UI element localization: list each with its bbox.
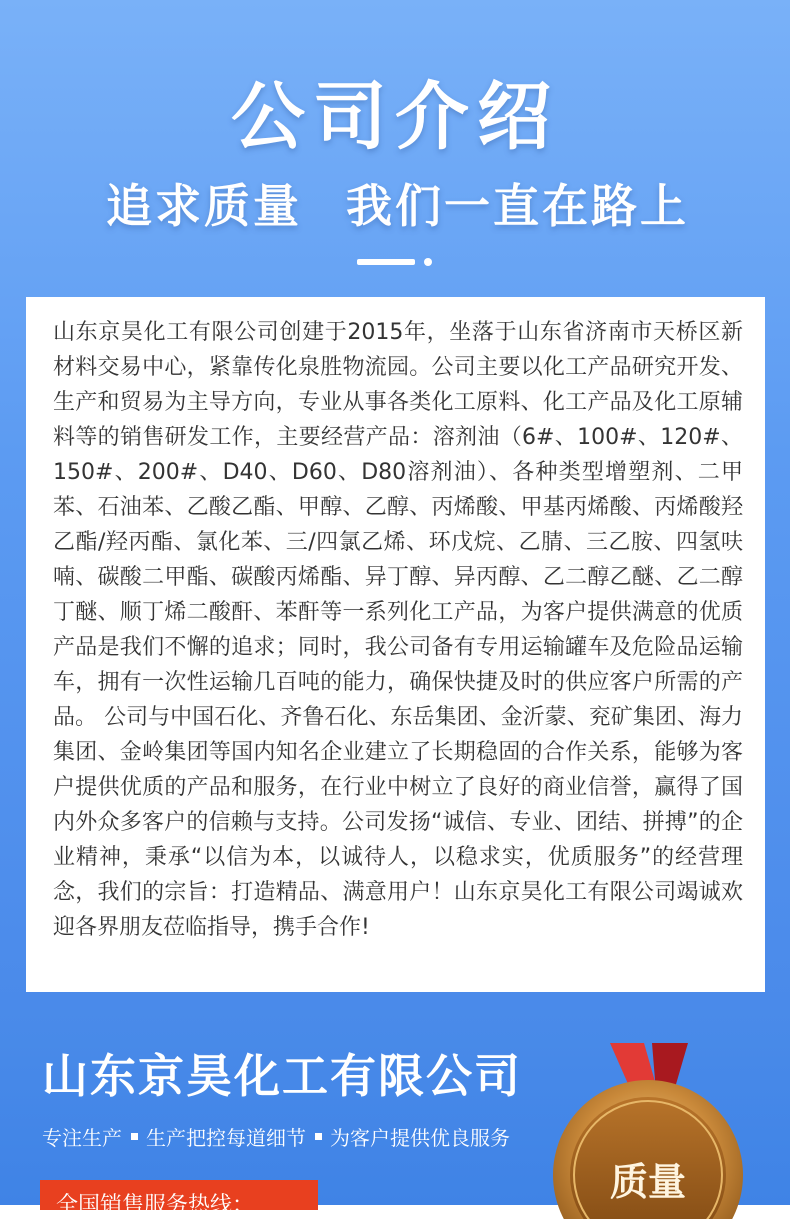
- quality-medal-icon: [548, 1040, 748, 1205]
- medal-text: 质量: [609, 1160, 687, 1204]
- slogan-right: 我们一直在路上: [346, 179, 689, 233]
- tagline-item: 专注生产: [42, 1125, 122, 1150]
- intro-text: 山东京昊化工有限公司创建于2015年，坐落于山东省济南市天桥区新材料交易中心，紧靠传化泉胜物流园。公司主要以化工产品研究开发、生产和贸易为主导方向，专业从事各类化工原料、化工产品及化工原辅料等的销售研发工作，主要经营产品：溶剂油（6#、100#、120#、150#、200#、D40、D60、D80溶剂油）、各种类型增塑剂、二甲苯、石油苯、乙酸乙酯、甲醇、乙醇、丙烯酸、甲基丙烯酸、丙烯酸羟乙酯/羟丙酯、氯化苯、三/四氯乙烯、环戊烷、乙腈、三乙胺、四氢呋喃、碳酸二甲酯、碳酸丙烯酯、异丁醇、异丙醇、乙二醇乙醚、乙二醇丁醚、顺丁烯二酸酐、苯酐等一系列化工产品，为客户提供满意的优质产品是我们不懈的追求；同时，我公司备有专用运输罐车及危险品运输车，拥有一次性运输几百吨的能力，确保快捷及时的供应客户所需的产品。 公司与中国石化、齐鲁石化、东岳集团、金沂蒙、兖矿集团、海力集团、金岭集团等国内知名企业建立了长期稳固的合作关系，能够为客户提供优质的产品和服务，在行业中树立了良好的商业信誉，赢得了国内外众多客户的信赖与支持。公司发扬“诚信、专业、团结、拼搏”的企业精神，秉承“以信为本，以诚待人，以稳求实，优质服务”的经营理念，我们的宗旨：打造精品、满意用户！山东京昊化工有限公司竭诚欢迎各界朋友莅临指导，携手合作!: [53, 320, 743, 940]
- page-title: 公司介绍: [231, 74, 559, 160]
- hotline-label: 全国销售服务热线：: [56, 1193, 255, 1218]
- title-divider-dot: [424, 258, 432, 266]
- title-divider: [357, 259, 415, 265]
- company-name: 山东京昊化工有限公司: [42, 1049, 522, 1103]
- intro-card: [26, 297, 765, 992]
- tagline-separator: [131, 1133, 138, 1140]
- tagline-item: 生产把控每道细节: [146, 1125, 306, 1150]
- tagline-item: 为客户提供优良服务: [330, 1125, 510, 1150]
- tagline-separator: [315, 1133, 322, 1140]
- hotline-bar: [40, 1180, 318, 1218]
- tagline-row: [42, 1121, 510, 1151]
- slogan-left: 追求质量: [106, 179, 302, 233]
